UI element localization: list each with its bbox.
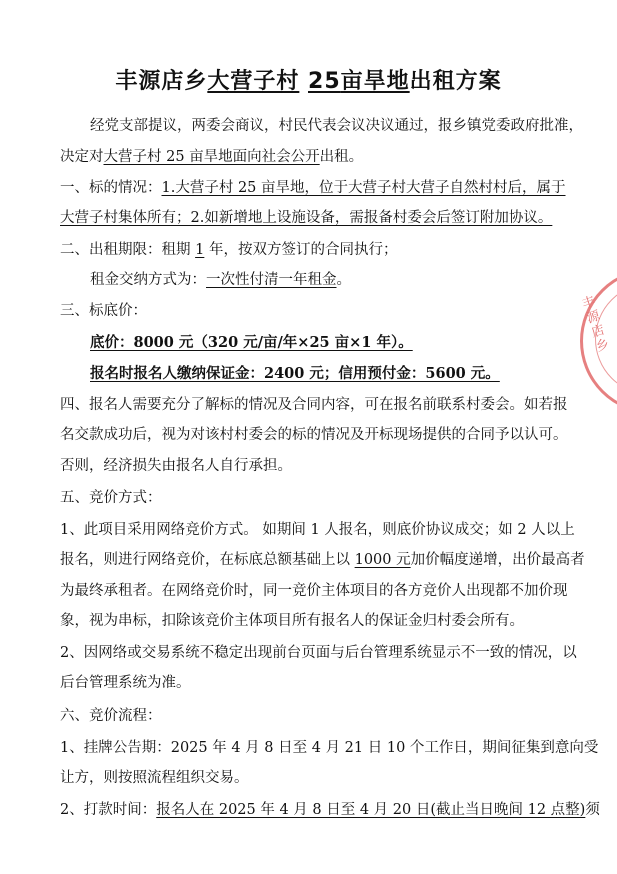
section-6-item-2-line-1-c: 须	[585, 802, 600, 818]
section-2-line-2	[90, 270, 351, 290]
section-1-line-2	[60, 208, 552, 228]
payment-window: 报名人在 2025 年 4 月 8 日至 4 月 20 日(截止当日晚间 12 点整)	[156, 802, 586, 818]
section-6-item-2-line-1	[60, 800, 600, 820]
title-part-3	[299, 69, 308, 94]
section-2-lease-term: 1	[195, 242, 205, 258]
section-5-item-1-line-2-c: 加价幅度递增，出价最高者	[410, 552, 585, 568]
section-2-line-2-a: 租金交纳方式为：	[90, 272, 206, 288]
section-1-line-1	[60, 178, 566, 198]
section-2-payment-method: 一次性付清一年租金	[206, 272, 337, 288]
section-1-line-2-b: 2.如新增地上设施设备，需报备村委会后签订附加协议。	[190, 210, 553, 226]
section-2-line-2-c: 。	[336, 272, 351, 288]
reserve-price: 底价：8000 元（320 元/亩/年×25 亩×1 年）。	[90, 334, 413, 351]
section-5-item-1-line-2	[60, 550, 585, 570]
section-4-line-1: 四、报名人需要充分了解标的情况及合同内容，可在报名前联系村委会。如若报	[60, 397, 568, 413]
section-5-item-2-line-1: 2、因网络或交易系统不稳定出现前台页面与后台管理系统显示不一致的情况，以	[60, 645, 577, 661]
section-2-line-1	[60, 240, 397, 260]
section-1-line-1-text: 1.大营子村 25 亩旱地，位于大营子村大营子自然村村后，属于	[161, 180, 566, 196]
section-5-item-1-line-2-a: 报名，则进行网络竞价，在标底总额基础上以	[60, 552, 355, 568]
document-title	[0, 64, 617, 95]
section-6-item-2-line-1-a: 2、打款时间：	[60, 802, 157, 818]
section-6-item-1-line-1: 1、挂牌公告期：2025 年 4 月 8 日至 4 月 21 日 10 个工作日，期间征集到意向受	[60, 740, 599, 756]
intro-line-2	[60, 147, 363, 167]
section-5-item-1-line-1: 1、此项目采用网络竞价方式。 如期间 1 人报名，则底价协议成交；如 2 人以上	[60, 522, 575, 538]
section-3-heading: 三、标底价：	[60, 303, 147, 319]
section-4-line-2: 名交款成功后，视为对该村村委会的标的情况及开标现场提供的合同予以认可。	[60, 427, 568, 443]
deposit-info: 报名时报名人缴纳保证金：2400 元；信用预付金：5600 元。	[90, 365, 500, 382]
section-5-item-1-line-4: 象，视为串标，扣除该竞价主体项目所有报名人的保证金归村委会所有。	[60, 613, 524, 629]
section-1-heading: 一、标的情况：	[60, 180, 162, 196]
section-5-item-2-line-2: 后台管理系统为准。	[60, 675, 191, 691]
title-part-2: 大营子村	[207, 69, 300, 94]
section-1-line-2-a: 大营子村集体所有；	[60, 210, 191, 226]
intro-line-2-a: 决定对	[60, 149, 104, 165]
seal-text: 丰源店乡	[580, 294, 612, 356]
title-part-6: 出租方案	[409, 69, 502, 94]
intro-line-2-b: 大营子村 25 亩旱地面向社会公开	[103, 149, 320, 165]
intro-line-1: 经党支部提议，两委会商议，村民代表会议决议通过，报乡镇党委政府批准，	[90, 118, 583, 134]
section-4-line-3: 否则，经济损失由报名人自行承担。	[60, 458, 292, 474]
section-2-line-1-c: 年，按双方签订的合同执行；	[204, 242, 398, 258]
section-2-line-1-a: 二、出租期限：租期	[60, 242, 196, 258]
section-5-item-1-line-3: 为最终承租者。在网络竞价时，同一竞价主体项目的各方竞价人出现都不加价现	[60, 583, 568, 599]
title-part-4: 25	[308, 69, 341, 94]
title-part-1: 丰源店乡	[115, 69, 208, 94]
official-seal	[580, 268, 617, 414]
bid-increment: 1000 元	[354, 552, 411, 568]
title-part-5: 亩旱地	[340, 69, 410, 94]
section-5-heading: 五、竞价方式：	[60, 490, 162, 506]
intro-line-2-c: 出租。	[319, 149, 364, 165]
section-6-heading: 六、竞价流程：	[60, 708, 162, 724]
section-6-item-1-line-2: 让方，则按照流程组织交易。	[60, 770, 249, 786]
